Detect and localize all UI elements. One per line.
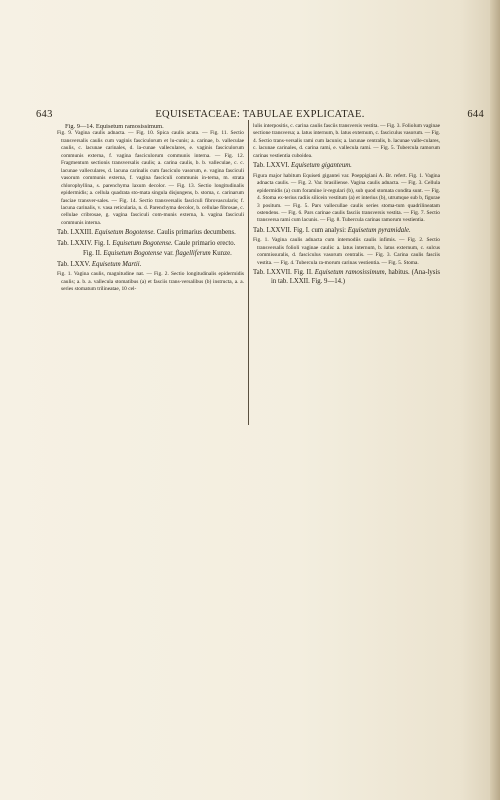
species-name: Equisetum ramosissimum,: [314, 269, 387, 277]
plate-entry: [253, 162, 440, 171]
author-name: Kunze.: [212, 250, 232, 258]
figure-number: Fig. II.: [83, 250, 102, 258]
page-header: [36, 109, 484, 123]
plate-entry: [253, 269, 440, 286]
figure-number: Fig. I.: [94, 239, 111, 247]
plate-label: Tab. LXXV.: [57, 260, 91, 268]
right-column: [253, 123, 440, 288]
species-name: Equisetum Bogotense: [103, 250, 163, 258]
plate-label: Tab. LXXVII.: [253, 269, 292, 277]
plate-description: Caule primario erecto.: [174, 239, 236, 247]
species-name: Equisetum pyramidale.: [347, 226, 411, 234]
page-edge: [490, 0, 500, 800]
plate-entry: [57, 229, 244, 238]
figure-number: Fig. II.: [293, 269, 313, 277]
species-name: Equisetum Bogotense.: [94, 229, 156, 237]
plate-entry: [57, 261, 244, 270]
figure-explanation: lulis interpositis, c. carina caulis fasciis transversis vestita. — Fig. 3. Foliolum vaginae sectione transversa; a. latus internum, b. latus externum, c. fasciculus vasorum. — Fig. 4. Sectio trans-versalis rami cum lacunis; a. lacunae centralis, b. lacunae valle-culares, c. lacunae carinales, d. carina rami, e. vallecula rami. — Fig. 5. Tubercula ramorum carinas vestientia cuboidea.: [253, 123, 440, 159]
page-number-left: 643: [36, 109, 53, 120]
species-name: Equisetum giganteum.: [291, 162, 352, 170]
figure-explanation: Fig. 9. Vagina caulis adnacta. — Fig. 10. Spica caulis acuta. — Fig. 11. Sectio transversalis caulis cum vaginis fasciculorum et lu-cunis; a. carinae, b. valleculae caulis, c. lacunae carinales, d. la-cunae valleculares, e. vaginis fasciculorum communis externa, f. vagina fasciculorum communis interna. — Fig. 12. Fragmentum sectionis transversalis caulis; a. carina caulis, b. b. valleculae, c. c. lacunae valleculares, d. lacuna carinalis cum fasciculo vasorum, e. vagina fasciculi vasorum communis externa, f. vagina fasciculi communis in-terna, m. strata chlorophyllina, s. parenchyma laxum decolor. — Fig. 13. Sectio longitudinalis epidermidis; a. cellula quadrata sto-mata singula disjungens, b. stoma, c. carinarum fasciae transver-sales. — Fig. 14. Sectio transversalis fasciculi fibrovascularis; f. lacuna carinalis, v. vasa reticularia, n. d. Parenchyma decolor, b. cellulae fibrosae, c. cellulae cribrosae, g. vagina fasciculi com-munis externa, h. vagina fasciculi communis interna.: [57, 130, 244, 226]
variety-name: flagelliferum: [175, 250, 211, 258]
plate-description: Fig. I. cum analysi:: [293, 226, 346, 234]
species-name: Equisetum Bogotense.: [112, 239, 173, 247]
plate-description: Caulis primarius decumbens.: [156, 229, 236, 237]
figure-heading: [57, 123, 244, 130]
figure-explanation: Fig. 1. Vagina caulis adnacta cum internodiis caulis infimis. — Fig. 2. Sectio transversalis folioli vaginae caulis: a. latus internum, b. latus externum, c. sulcus commissuralis, d. fasciculus vasorum centralis. — Fig. 3. Carina caulis fasciis vestita. — Fig. 4. Tubercula ra-morum carinas vestientia. — Fig. 5. Stoma.: [253, 237, 440, 266]
plate-label: Tab. LXXIV.: [57, 239, 93, 247]
plate-subentry: [57, 250, 244, 259]
plate-label: Tab. LXXIII.: [57, 229, 93, 237]
figure-explanation: Figura major habitum Equiseti gigantei var. Poeppigiani A. Br. refert. Fig. 1. Vagina adnacta caulis. — Fig. 2. Var. brasiliense. Vagina caulis adnacta. — Fig. 3. Cellula epidermidis (a) cum foramine ir-regulari (b), sub quod stomata condita sunt. — Fig. 4. Stoma ex-terius radiis silicein vestitum (a) et interius (b), utrumque sub b, figurae 3 positum. — Fig. 5. Pars vallecullae caulis series stoma-tum quadrilineatam ostendens. — Fig. 6. Pars carinae caulis fasciis transversis vestita. — Fig. 7. Sectio transversa rami cum lacunis. — Fig. 8. Tubercula carinas ramorum vestientia.: [253, 172, 440, 224]
plate-description: habitus. (Ana-lysis in tab. LXXII. Fig. 9—14.): [271, 269, 440, 285]
running-title: EQUISETACEAE: TABULAE EXPLICATAE.: [155, 109, 365, 120]
page-number-right: 644: [467, 109, 484, 120]
figure-heading-text: Fig. 9—14. Equisetum ramosissimum.: [65, 123, 164, 130]
left-column: [57, 123, 244, 294]
plate-label: Tab. LXXVII.: [253, 226, 292, 234]
column-divider: [248, 120, 249, 425]
plate-label: Tab. LXXVI.: [253, 162, 290, 170]
plate-entry: [253, 227, 440, 236]
variety-marker: var.: [163, 250, 174, 258]
species-name: Equisetum Martii.: [91, 260, 142, 268]
plate-entry: [57, 240, 244, 249]
figure-explanation: Fig. 1. Vagina caulis, magnitudine nat. — Fig. 2. Sectio longitudinalis epidermidis caulis; a. b. a. vallecula stomatibus (a) et fasciis trans-versalibus (b) instructa, a. a. series stomatum trilineatae, 10 cel-: [57, 271, 244, 293]
